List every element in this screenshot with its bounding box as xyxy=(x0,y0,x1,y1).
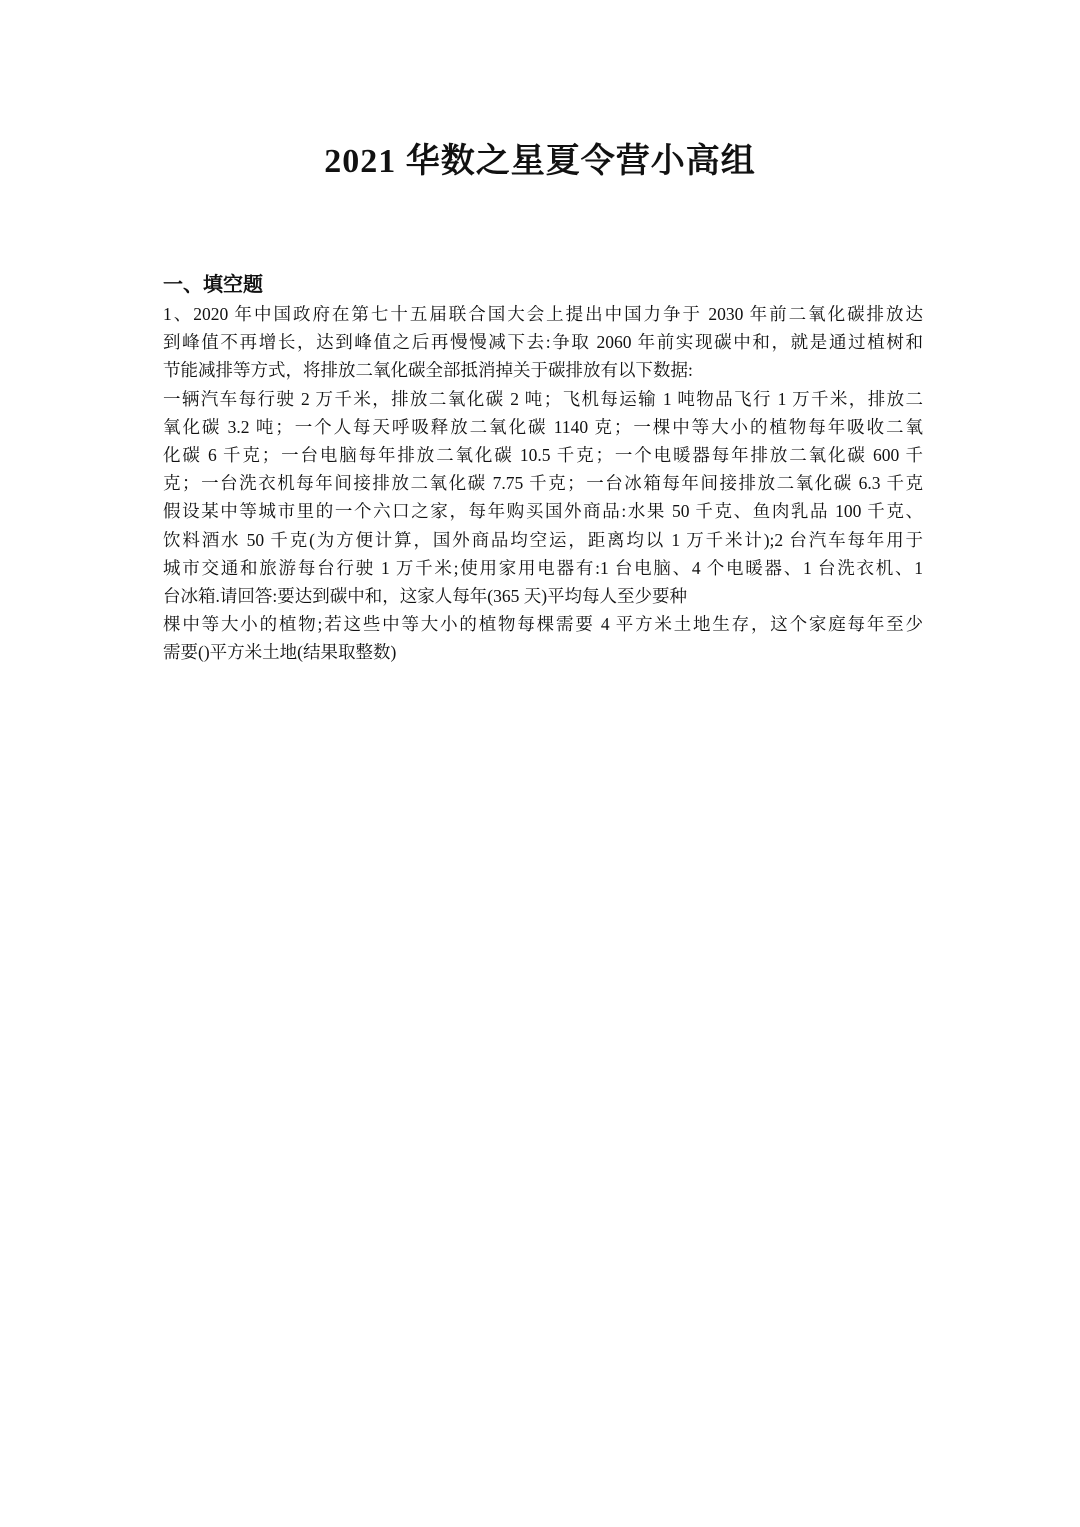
question-line: 节能减排等方式，将排放二氧化碳全部抵消掉关于碳排放有以下数据: xyxy=(163,360,693,381)
question-line: 城市交通和旅游每台行驶 1 万千米;使用家用电器有:1 台电脑、4 个电暖器、1 台洗衣机、1 xyxy=(163,557,923,578)
question-line: 到峰值不再增长，达到峰值之后再慢慢减下去:争取 2060 年前实现碳中和，就是通过植树和 xyxy=(163,332,923,353)
fill-in-blank-section xyxy=(163,270,923,667)
question-line: 氧化碳 3.2 吨；一个人每天呼吸释放二氧化碳 1140 克；一棵中等大小的植物每年吸收二氧 xyxy=(163,416,923,437)
question-line: 饮料酒水 50 千克(为方便计算，国外商品均空运，距离均以 1 万千米计);2 台汽车每年用于 xyxy=(163,529,923,550)
question-line: 需要()平方米土地(结果取整数) xyxy=(163,642,397,663)
question-line: 克；一台洗衣机每年间接排放二氧化碳 7.75 千克；一台冰箱每年间接排放二氧化碳 6.3 千克 xyxy=(163,473,923,494)
question-line: 假设某中等城市里的一个六口之家，每年购买国外商品:水果 50 千克、鱼肉乳品 100 千克、 xyxy=(163,501,923,522)
question-line: 1、2020 年中国政府在第七十五届联合国大会上提出中国力争于 2030 年前二氧化碳排放达 xyxy=(163,304,923,324)
question-line: 化碳 6 千克；一台电脑每年排放二氧化碳 10.5 千克；一个电暖器每年排放二氧化碳 600 千 xyxy=(163,445,923,466)
question-line: 棵中等大小的植物;若这些中等大小的植物每棵需要 4 平方米土地生存，这个家庭每年至少 xyxy=(163,614,923,635)
question-line: 台冰箱.请回答:要达到碳中和，这家人每年(365 天)平均每人至少要种 xyxy=(163,586,688,607)
question-1 xyxy=(163,300,923,667)
question-line: 一辆汽车每行驶 2 万千米，排放二氧化碳 2 吨；飞机每运输 1 吨物品飞行 1 万千米，排放二 xyxy=(163,388,923,409)
document-title: 2021 华数之星夏令营小高组 xyxy=(324,143,756,180)
section-heading: 一、填空题 xyxy=(163,274,263,296)
